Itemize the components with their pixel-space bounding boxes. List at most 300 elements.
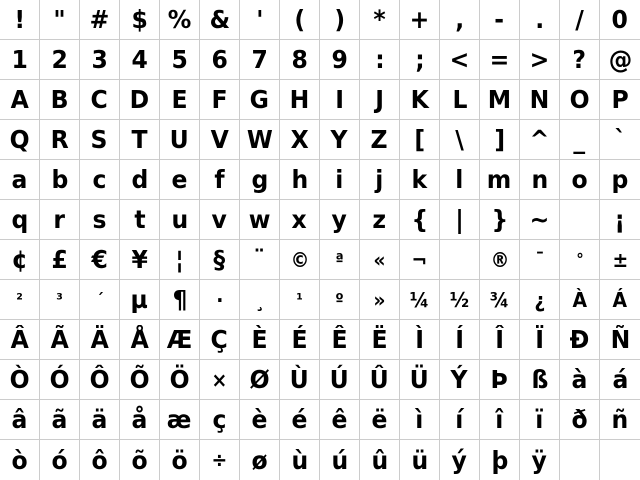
glyph-cell[interactable] [440, 240, 480, 280]
glyph-cell[interactable] [40, 200, 80, 240]
glyph-character: ö [171, 445, 188, 475]
glyph-cell[interactable] [560, 280, 600, 320]
glyph-cell[interactable] [0, 240, 40, 280]
glyph-cell[interactable] [40, 0, 80, 40]
glyph-cell[interactable] [400, 240, 440, 280]
glyph-character: n [531, 165, 548, 194]
glyph-character: e [171, 165, 188, 194]
glyph-character: ¸ [254, 287, 265, 312]
glyph-cell[interactable] [520, 40, 560, 80]
glyph-cell[interactable] [320, 80, 360, 120]
glyph-character: þ [491, 445, 508, 475]
glyph-cell[interactable] [120, 440, 160, 480]
glyph-character: j [375, 165, 384, 194]
glyph-cell[interactable] [120, 400, 160, 440]
glyph-cell[interactable] [200, 240, 240, 280]
glyph-cell[interactable] [480, 360, 520, 400]
glyph-cell[interactable] [80, 40, 120, 80]
glyph-character: Ø [249, 365, 270, 394]
glyph-character: ³ [56, 289, 63, 309]
glyph-cell[interactable] [600, 400, 640, 440]
glyph-cell[interactable] [160, 0, 200, 40]
glyph-character: { [411, 205, 428, 234]
glyph-cell[interactable] [320, 240, 360, 280]
glyph-cell[interactable] [40, 400, 80, 440]
glyph-cell[interactable] [320, 200, 360, 240]
glyph-cell[interactable] [80, 400, 120, 440]
glyph-cell[interactable] [280, 40, 320, 80]
glyph-cell[interactable] [520, 320, 560, 360]
glyph-character: ç [212, 405, 227, 434]
glyph-cell[interactable] [480, 0, 520, 40]
glyph-character: w [248, 205, 271, 234]
glyph-cell[interactable] [0, 320, 40, 360]
glyph-cell[interactable] [440, 440, 480, 480]
glyph-character: Â [10, 325, 29, 354]
glyph-cell[interactable] [440, 320, 480, 360]
glyph-character: Ý [450, 365, 469, 394]
glyph-cell[interactable] [360, 80, 400, 120]
glyph-character: H [289, 85, 310, 114]
glyph-character: S [91, 125, 108, 154]
glyph-cell[interactable] [40, 80, 80, 120]
glyph-character: ò [11, 445, 28, 475]
glyph-character: ± [612, 247, 628, 272]
glyph-cell[interactable] [200, 360, 240, 400]
glyph-character: K [410, 85, 429, 114]
glyph-character: W [246, 125, 273, 154]
glyph-character: * [373, 5, 386, 34]
glyph-cell[interactable] [160, 80, 200, 120]
glyph-cell[interactable] [480, 80, 520, 120]
glyph-cell[interactable] [600, 40, 640, 80]
glyph-cell[interactable] [200, 400, 240, 440]
glyph-character: L [452, 85, 467, 114]
glyph-character: m [487, 165, 512, 194]
glyph-character: R [50, 125, 69, 154]
glyph-cell[interactable] [600, 320, 640, 360]
glyph-cell[interactable] [40, 160, 80, 200]
glyph-cell[interactable] [240, 40, 280, 80]
glyph-character: © [290, 247, 309, 272]
glyph-cell[interactable] [280, 0, 320, 40]
glyph-cell[interactable] [160, 320, 200, 360]
glyph-character: v [211, 205, 228, 234]
glyph-cell[interactable] [0, 280, 40, 320]
glyph-cell[interactable] [240, 80, 280, 120]
glyph-cell[interactable] [440, 0, 480, 40]
glyph-character: - [494, 5, 505, 34]
glyph-character: ¦ [175, 245, 184, 274]
glyph-cell[interactable] [240, 400, 280, 440]
glyph-cell[interactable] [360, 280, 400, 320]
glyph-character: b [51, 165, 68, 194]
glyph-character: Æ [166, 325, 193, 354]
glyph-cell[interactable] [120, 120, 160, 160]
glyph-cell[interactable] [240, 160, 280, 200]
glyph-character: > [529, 45, 550, 74]
glyph-cell[interactable] [560, 0, 600, 40]
glyph-character: h [291, 165, 308, 194]
glyph-character: ê [331, 405, 348, 434]
glyph-cell[interactable] [160, 440, 200, 480]
glyph-cell[interactable] [40, 40, 80, 80]
glyph-cell[interactable] [40, 120, 80, 160]
glyph-character: ì [415, 405, 424, 434]
glyph-cell[interactable] [560, 320, 600, 360]
glyph-character: G [249, 85, 270, 114]
glyph-cell[interactable] [120, 320, 160, 360]
glyph-character: ^ [529, 125, 550, 154]
glyph-cell[interactable] [80, 80, 120, 120]
glyph-cell[interactable] [0, 80, 40, 120]
glyph-character: p [611, 165, 629, 194]
glyph-character: < [449, 45, 470, 74]
glyph-cell[interactable] [360, 40, 400, 80]
glyph-cell[interactable] [200, 0, 240, 40]
glyph-cell[interactable] [400, 440, 440, 480]
glyph-cell[interactable] [440, 360, 480, 400]
glyph-cell[interactable] [200, 80, 240, 120]
glyph-character: T [131, 125, 148, 154]
glyph-cell[interactable] [520, 280, 560, 320]
glyph-cell[interactable] [0, 400, 40, 440]
glyph-cell[interactable] [120, 0, 160, 40]
glyph-cell[interactable] [320, 360, 360, 400]
glyph-character: Ù [289, 365, 310, 394]
glyph-cell[interactable] [440, 400, 480, 440]
glyph-cell[interactable] [80, 160, 120, 200]
glyph-character: ' [255, 5, 264, 34]
glyph-cell[interactable] [560, 440, 600, 480]
glyph-character: O [569, 85, 590, 114]
glyph-character: / [575, 5, 584, 34]
glyph-cell[interactable] [80, 360, 120, 400]
glyph-cell[interactable] [360, 200, 400, 240]
glyph-character: Á [612, 287, 628, 312]
glyph-cell[interactable] [320, 440, 360, 480]
glyph-cell[interactable] [0, 360, 40, 400]
glyph-cell[interactable] [200, 120, 240, 160]
glyph-cell[interactable] [360, 320, 400, 360]
glyph-cell[interactable] [160, 120, 200, 160]
glyph-character: F [211, 85, 228, 114]
glyph-cell[interactable] [240, 360, 280, 400]
glyph-cell[interactable] [120, 40, 160, 80]
glyph-cell[interactable] [560, 40, 600, 80]
glyph-character: g [251, 165, 268, 194]
glyph-character: _ [573, 125, 586, 154]
glyph-cell[interactable] [400, 160, 440, 200]
glyph-character: ï [535, 405, 544, 434]
glyph-cell[interactable] [80, 280, 120, 320]
glyph-cell[interactable] [440, 120, 480, 160]
glyph-cell[interactable] [80, 200, 120, 240]
glyph-cell[interactable] [600, 120, 640, 160]
glyph-cell[interactable] [400, 280, 440, 320]
glyph-cell[interactable] [240, 0, 280, 40]
glyph-cell[interactable] [480, 200, 520, 240]
glyph-cell[interactable] [360, 440, 400, 480]
glyph-cell[interactable] [320, 0, 360, 40]
glyph-cell[interactable] [440, 160, 480, 200]
glyph-cell[interactable] [200, 200, 240, 240]
glyph-cell[interactable] [80, 440, 120, 480]
glyph-character: ] [494, 125, 505, 154]
glyph-character: q [11, 205, 28, 234]
glyph-cell[interactable] [160, 280, 200, 320]
glyph-character: ÷ [211, 448, 228, 472]
glyph-cell[interactable] [600, 80, 640, 120]
glyph-cell[interactable] [440, 280, 480, 320]
glyph-cell[interactable] [560, 240, 600, 280]
glyph-cell[interactable] [520, 240, 560, 280]
glyph-character: 3 [91, 45, 108, 74]
glyph-cell[interactable] [280, 160, 320, 200]
glyph-cell[interactable] [520, 0, 560, 40]
glyph-character: é [291, 405, 308, 434]
glyph-cell[interactable] [480, 440, 520, 480]
glyph-character: ! [14, 5, 25, 34]
glyph-cell[interactable] [280, 360, 320, 400]
glyph-cell[interactable] [160, 240, 200, 280]
glyph-cell[interactable] [160, 40, 200, 80]
glyph-character: ù [291, 445, 308, 475]
glyph-cell[interactable] [400, 360, 440, 400]
glyph-cell[interactable] [0, 120, 40, 160]
glyph-cell[interactable] [400, 200, 440, 240]
glyph-character: û [371, 445, 388, 475]
glyph-cell[interactable] [240, 120, 280, 160]
glyph-cell[interactable] [120, 280, 160, 320]
glyph-cell[interactable] [440, 80, 480, 120]
glyph-cell[interactable] [360, 240, 400, 280]
glyph-character: ; [414, 45, 425, 74]
glyph-cell[interactable] [440, 200, 480, 240]
glyph-cell[interactable] [480, 400, 520, 440]
glyph-character: Ä [90, 325, 109, 354]
glyph-cell[interactable] [80, 0, 120, 40]
glyph-cell[interactable] [240, 240, 280, 280]
glyph-cell[interactable] [320, 280, 360, 320]
glyph-cell[interactable] [200, 40, 240, 80]
glyph-cell[interactable] [200, 280, 240, 320]
glyph-cell[interactable] [320, 120, 360, 160]
glyph-cell[interactable] [120, 360, 160, 400]
glyph-cell[interactable] [480, 280, 520, 320]
glyph-cell[interactable] [320, 160, 360, 200]
glyph-character: i [335, 165, 344, 194]
glyph-cell[interactable] [400, 80, 440, 120]
glyph-cell[interactable] [0, 200, 40, 240]
glyph-character: Ð [569, 325, 590, 354]
glyph-character: E [171, 85, 188, 114]
glyph-character: ~ [529, 205, 550, 234]
glyph-cell[interactable] [520, 160, 560, 200]
glyph-cell[interactable] [80, 320, 120, 360]
glyph-cell[interactable] [520, 360, 560, 400]
glyph-cell[interactable] [520, 200, 560, 240]
glyph-character: Î [495, 325, 504, 354]
glyph-character: õ [131, 445, 148, 475]
glyph-cell[interactable] [480, 240, 520, 280]
glyph-cell[interactable] [480, 160, 520, 200]
glyph-character: 9 [331, 45, 348, 74]
glyph-character: D [129, 85, 150, 114]
glyph-cell[interactable] [240, 440, 280, 480]
glyph-character: ü [411, 445, 428, 475]
glyph-character: 2 [51, 45, 68, 74]
glyph-character: × [211, 367, 228, 392]
glyph-cell[interactable] [520, 440, 560, 480]
glyph-cell[interactable] [600, 160, 640, 200]
glyph-cell[interactable] [440, 40, 480, 80]
glyph-character: U [169, 125, 190, 154]
glyph-character: ½ [449, 287, 470, 312]
glyph-character: ð [571, 405, 588, 434]
glyph-cell[interactable] [360, 400, 400, 440]
glyph-cell[interactable] [560, 120, 600, 160]
glyph-cell[interactable] [400, 400, 440, 440]
glyph-cell[interactable] [200, 320, 240, 360]
glyph-cell[interactable] [40, 280, 80, 320]
glyph-cell[interactable] [160, 360, 200, 400]
glyph-cell[interactable] [600, 360, 640, 400]
glyph-character: ÿ [531, 445, 548, 475]
glyph-cell[interactable] [560, 80, 600, 120]
glyph-character: ` [614, 125, 626, 154]
glyph-cell[interactable] [120, 80, 160, 120]
glyph-cell[interactable] [280, 120, 320, 160]
glyph-character: M [487, 85, 512, 114]
glyph-cell[interactable] [520, 120, 560, 160]
glyph-character: # [89, 5, 110, 34]
glyph-cell[interactable] [600, 200, 640, 240]
glyph-character: ¬ [411, 247, 428, 272]
glyph-character: â [11, 405, 28, 434]
glyph-cell[interactable] [400, 0, 440, 40]
glyph-cell[interactable] [280, 200, 320, 240]
glyph-character: : [374, 45, 385, 74]
glyph-cell[interactable] [0, 440, 40, 480]
glyph-cell[interactable] [600, 280, 640, 320]
glyph-character: à [571, 365, 588, 394]
glyph-cell[interactable] [120, 240, 160, 280]
glyph-cell[interactable] [80, 240, 120, 280]
glyph-cell[interactable] [360, 160, 400, 200]
glyph-cell[interactable] [240, 320, 280, 360]
glyph-cell[interactable] [320, 40, 360, 80]
glyph-character: 5 [171, 45, 188, 74]
glyph-character: á [612, 365, 628, 394]
glyph-character: l [455, 165, 464, 194]
glyph-character: | [455, 205, 464, 234]
glyph-character: , [455, 5, 464, 34]
glyph-character: Ã [50, 325, 69, 354]
glyph-character: Ë [371, 325, 388, 354]
glyph-character: £ [51, 245, 68, 274]
glyph-cell[interactable] [80, 120, 120, 160]
glyph-character: € [91, 245, 108, 274]
glyph-cell[interactable] [240, 280, 280, 320]
glyph-cell[interactable] [560, 200, 600, 240]
glyph-character: ý [451, 445, 468, 475]
glyph-cell[interactable] [40, 240, 80, 280]
glyph-cell[interactable] [600, 0, 640, 40]
glyph-cell[interactable] [0, 160, 40, 200]
glyph-cell[interactable] [280, 240, 320, 280]
glyph-cell[interactable] [200, 160, 240, 200]
glyph-cell[interactable] [160, 200, 200, 240]
glyph-character: Û [369, 365, 390, 394]
glyph-cell[interactable] [160, 400, 200, 440]
glyph-cell[interactable] [0, 40, 40, 80]
glyph-cell[interactable] [0, 0, 40, 40]
glyph-cell[interactable] [280, 80, 320, 120]
glyph-cell[interactable] [200, 440, 240, 480]
glyph-character: ¯ [534, 247, 545, 272]
glyph-cell[interactable] [560, 400, 600, 440]
glyph-character: d [131, 165, 148, 194]
glyph-character: u [171, 205, 188, 234]
glyph-cell[interactable] [360, 120, 400, 160]
glyph-character: ° [575, 249, 584, 269]
glyph-cell[interactable] [120, 200, 160, 240]
glyph-cell[interactable] [560, 360, 600, 400]
glyph-cell[interactable] [280, 440, 320, 480]
glyph-cell[interactable] [400, 120, 440, 160]
glyph-cell[interactable] [600, 240, 640, 280]
glyph-character: Ì [415, 325, 424, 354]
glyph-character: ? [572, 45, 587, 74]
glyph-cell[interactable] [600, 440, 640, 480]
glyph-cell[interactable] [400, 40, 440, 80]
glyph-cell[interactable] [40, 320, 80, 360]
glyph-character: s [92, 205, 107, 234]
glyph-cell[interactable] [120, 160, 160, 200]
glyph-cell[interactable] [320, 320, 360, 360]
glyph-cell[interactable] [520, 400, 560, 440]
glyph-cell[interactable] [160, 160, 200, 200]
glyph-character: ú [331, 445, 348, 475]
glyph-character: Ñ [610, 325, 630, 354]
glyph-character: z [372, 205, 387, 234]
glyph-cell[interactable] [40, 440, 80, 480]
glyph-cell[interactable] [240, 200, 280, 240]
glyph-cell[interactable] [320, 400, 360, 440]
glyph-cell[interactable] [280, 280, 320, 320]
glyph-character: æ [167, 405, 192, 434]
glyph-cell[interactable] [280, 320, 320, 360]
glyph-character: ë [371, 405, 388, 434]
glyph-character: Ï [535, 325, 544, 354]
glyph-cell[interactable] [520, 80, 560, 120]
glyph-cell[interactable] [40, 360, 80, 400]
glyph-character: a [11, 165, 28, 194]
glyph-cell[interactable] [400, 320, 440, 360]
glyph-cell[interactable] [480, 40, 520, 80]
glyph-cell[interactable] [360, 0, 400, 40]
glyph-character: Þ [490, 365, 509, 394]
glyph-character: Q [9, 125, 30, 154]
glyph-cell[interactable] [280, 400, 320, 440]
glyph-cell[interactable] [480, 120, 520, 160]
glyph-character: @ [608, 45, 632, 74]
glyph-character: 8 [291, 45, 308, 74]
glyph-cell[interactable] [360, 360, 400, 400]
glyph-cell[interactable] [560, 160, 600, 200]
glyph-cell[interactable] [480, 320, 520, 360]
